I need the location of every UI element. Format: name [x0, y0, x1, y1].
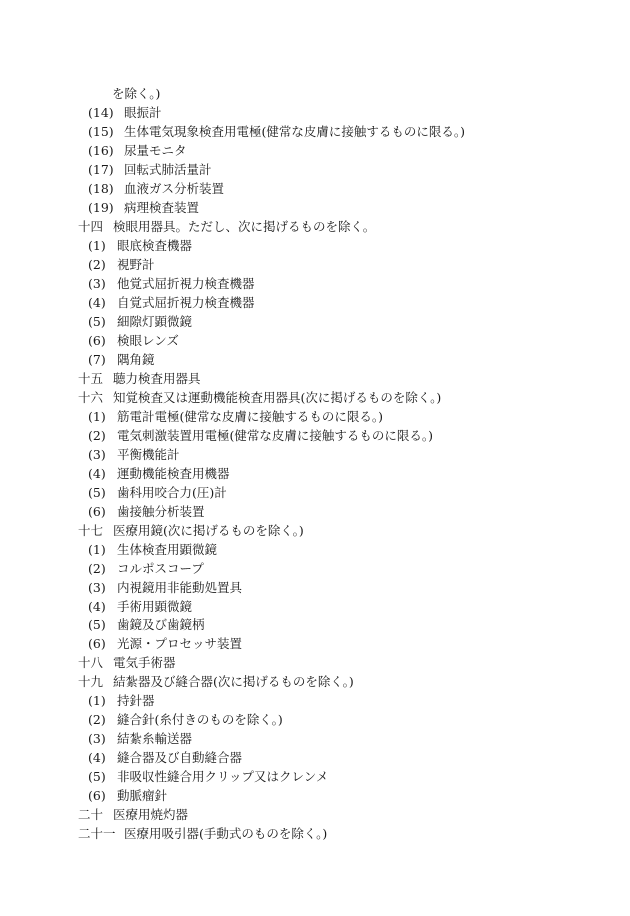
item-number: 二十	[78, 807, 104, 823]
item-text: コルポスコープ	[117, 560, 204, 576]
item-number: (6)	[88, 636, 106, 652]
item-number: 二十一	[78, 826, 116, 842]
item-text: 電気刺激装置用電極(健常な皮膚に接触するものに限る。)	[117, 427, 434, 443]
item-number: (15)	[88, 124, 114, 139]
item-text: 手術用顕微鏡	[117, 598, 193, 614]
item-number: (18)	[88, 180, 114, 196]
item-text: 生体電気現象検査用電極(健常な皮膚に接触するものに限る。)	[124, 124, 466, 139]
item-text: 検眼レンズ	[117, 332, 179, 348]
item-number: 十七	[78, 522, 104, 538]
item-number: (3)	[88, 731, 106, 747]
item-number: (2)	[88, 560, 106, 576]
item-number: (5)	[88, 617, 106, 633]
item-text: 非吸収性縫合用クリップ又はクレンメ	[117, 769, 329, 785]
item-text: 聴力検査用器具	[113, 370, 201, 386]
item-text: 縫合器及び自動縫合器	[117, 750, 243, 766]
item-number: (3)	[88, 275, 106, 291]
item-number: (6)	[88, 788, 106, 804]
item-number: (2)	[88, 712, 106, 728]
item-text: 動脈瘤針	[117, 788, 168, 804]
item-text: 病理検査装置	[124, 199, 200, 215]
item-text: 医療用鏡(次に掲げるものを除く。)	[113, 522, 304, 538]
item-text: 光源・プロセッサ装置	[117, 636, 243, 652]
item-text: 知覚検査又は運動機能検査用器具(次に掲げるものを除く。)	[113, 389, 442, 405]
item-text: 自覚式屈折視力検査機器	[117, 294, 255, 310]
item-text: 尿量モニタ	[124, 142, 187, 158]
item-number: (5)	[88, 484, 106, 500]
item-number: (2)	[88, 427, 106, 443]
item-text: 視野計	[117, 256, 155, 272]
item-text: 運動機能検査用機器	[117, 465, 230, 481]
item-number: (17)	[88, 161, 114, 177]
item-number: (6)	[88, 503, 106, 519]
item-text: 医療用焼灼器	[113, 807, 189, 823]
item-text: 歯科用咬合力(圧)計	[117, 484, 227, 500]
item-number: (4)	[88, 598, 106, 614]
item-text: 歯接触分析装置	[117, 503, 205, 519]
item-number: 十五	[78, 370, 104, 386]
item-number: (6)	[88, 332, 106, 348]
item-number: 十六	[78, 389, 104, 405]
item-text: 隅角鏡	[117, 351, 155, 367]
item-number: (1)	[88, 237, 106, 253]
item-number: (4)	[88, 750, 106, 766]
item-number: (1)	[88, 408, 106, 424]
item-number: (7)	[88, 351, 106, 367]
item-text: 歯鏡及び歯鏡柄	[117, 617, 205, 633]
item-number: (4)	[88, 294, 106, 310]
item-text: 医療用吸引器(手動式のものを除く。)	[124, 826, 328, 842]
item-text: 内視鏡用非能動処置具	[117, 579, 243, 595]
item-number: (4)	[88, 465, 106, 481]
item-number: (1)	[88, 541, 106, 557]
item-number: (5)	[88, 769, 106, 785]
item-text: 細隙灯顕微鏡	[117, 313, 193, 329]
item-number: (3)	[88, 579, 106, 595]
item-number: (2)	[88, 256, 106, 272]
item-text: 縫合針(糸付きのものを除く。)	[117, 712, 283, 728]
item-text: 結紮器及び縫合器(次に掲げるものを除く。)	[113, 674, 354, 690]
item-number: (16)	[88, 142, 114, 158]
item-number: (14)	[88, 105, 114, 120]
item-text: を除く。)	[112, 86, 161, 101]
item-number: (3)	[88, 446, 106, 462]
item-number: 十四	[78, 218, 104, 234]
item-text: 血液ガス分析装置	[124, 180, 225, 196]
item-text: 生体検査用顕微鏡	[117, 541, 218, 557]
item-text: 電気手術器	[113, 655, 176, 671]
item-text: 平衡機能計	[117, 446, 180, 462]
item-text: 回転式肺活量計	[124, 161, 212, 177]
item-number: (1)	[88, 693, 106, 709]
item-number: (5)	[88, 313, 106, 329]
item-text: 他覚式屈折視力検査機器	[117, 275, 255, 291]
item-text: 眼振計	[124, 105, 162, 120]
item-number: 十九	[78, 674, 104, 690]
item-text: 持針器	[117, 693, 155, 709]
item-text: 眼底検査機器	[117, 237, 193, 253]
item-number: (19)	[88, 199, 114, 215]
item-number: 十八	[78, 655, 104, 671]
item-text: 結紮糸輸送器	[117, 731, 193, 747]
item-text: 筋電計電極(健常な皮膚に接触するものに限る。)	[117, 408, 384, 424]
item-text: 検眼用器具。ただし、次に掲げるものを除く。	[113, 218, 376, 234]
